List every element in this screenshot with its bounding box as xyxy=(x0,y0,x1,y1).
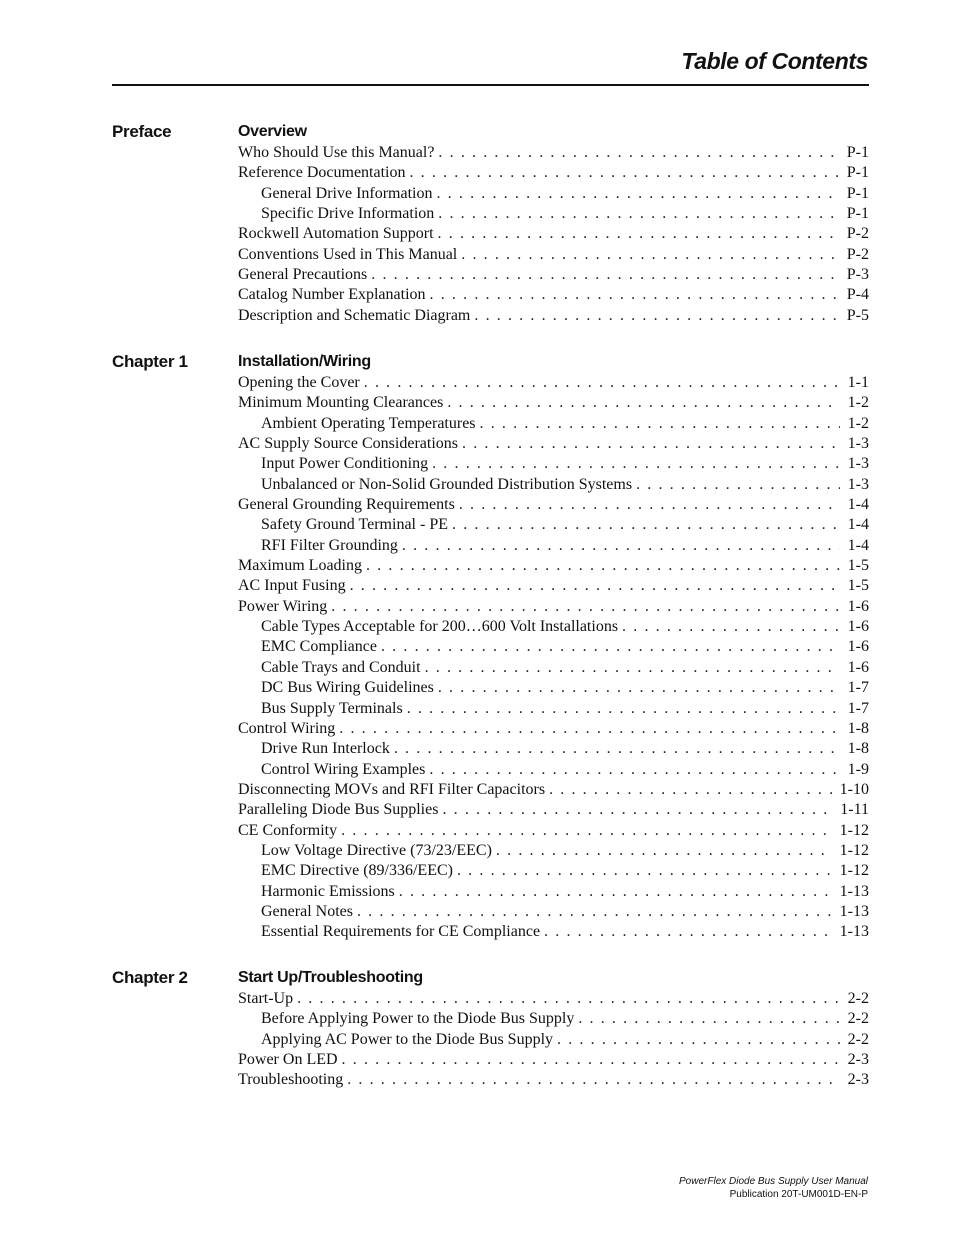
dot-leader xyxy=(409,163,838,183)
dot-leader xyxy=(447,393,839,413)
toc-entry-title: Disconnecting MOVs and RFI Filter Capacitors xyxy=(238,780,546,798)
toc-page-number: 1-6 xyxy=(847,618,869,636)
toc-page-number: 1-1 xyxy=(847,374,869,391)
publication-number: Publication 20T-UM001D-EN-P xyxy=(729,1189,868,1200)
toc-entry[interactable] xyxy=(238,678,869,698)
toc-entry[interactable] xyxy=(238,882,869,902)
toc-page-number: P-1 xyxy=(846,205,869,223)
toc-page-number: 2-2 xyxy=(847,1030,869,1048)
section-heading: Installation/Wiring xyxy=(238,353,371,370)
toc-entry[interactable] xyxy=(238,989,869,1009)
dot-leader xyxy=(436,184,838,204)
toc-entry[interactable] xyxy=(238,902,869,922)
toc-entry[interactable] xyxy=(238,576,869,596)
toc-page-number: 1-13 xyxy=(839,923,869,941)
toc-entry[interactable] xyxy=(238,861,869,881)
toc-page-number: P-5 xyxy=(846,306,869,324)
toc-entry-title: Ambient Operating Temperatures xyxy=(261,414,476,432)
toc-entry[interactable] xyxy=(238,1050,869,1070)
toc-page-number: 1-4 xyxy=(847,536,869,554)
dot-leader xyxy=(339,719,839,739)
toc-entry[interactable] xyxy=(238,434,869,454)
toc-page-number: 1-3 xyxy=(847,475,869,493)
toc-entry-title: Control Wiring Examples xyxy=(261,760,426,778)
toc-entry[interactable] xyxy=(238,495,869,515)
dot-leader xyxy=(381,637,840,657)
toc-page-number: P-1 xyxy=(846,184,869,202)
toc-entry[interactable] xyxy=(238,454,869,474)
dot-leader xyxy=(394,739,840,759)
dot-leader xyxy=(429,760,839,780)
toc-entry[interactable] xyxy=(238,306,869,326)
dot-leader xyxy=(347,1070,839,1090)
toc-entry-title: Before Applying Power to the Diode Bus Supply xyxy=(261,1010,575,1028)
toc-entry[interactable] xyxy=(238,637,869,657)
dot-leader xyxy=(636,475,840,495)
toc-list xyxy=(238,989,869,1091)
toc-entry-title: EMC Compliance xyxy=(261,638,377,656)
toc-entry[interactable] xyxy=(238,699,869,719)
toc-entry-title: Paralleling Diode Bus Supplies xyxy=(238,801,439,819)
toc-entry[interactable] xyxy=(238,224,869,244)
toc-entry-title: Control Wiring xyxy=(238,719,336,737)
toc-entry-title: Power On LED xyxy=(238,1051,338,1069)
toc-entry-title: Catalog Number Explanation xyxy=(238,286,426,304)
dot-leader xyxy=(438,204,838,224)
toc-entry[interactable] xyxy=(238,760,869,780)
toc-entry-title: Harmonic Emissions xyxy=(261,882,395,900)
page-title: Table of Contents xyxy=(681,48,868,74)
toc-page-number: 1-12 xyxy=(839,841,869,859)
dot-leader xyxy=(297,989,840,1009)
toc-entry-title: Reference Documentation xyxy=(238,164,406,182)
toc-page-number: 1-12 xyxy=(839,862,869,880)
manual-title: PowerFlex Diode Bus Supply User Manual xyxy=(679,1176,868,1187)
toc-entry-title: Cable Types Acceptable for 200…600 Volt Installations xyxy=(261,618,619,636)
toc-page-number: P-1 xyxy=(846,164,869,182)
toc-entry-title: Drive Run Interlock xyxy=(261,740,390,758)
section-heading: Start Up/Troubleshooting xyxy=(238,969,423,986)
toc-page-number: P-2 xyxy=(846,225,869,243)
dot-leader xyxy=(438,143,838,163)
toc-entry[interactable] xyxy=(238,515,869,535)
toc-entry[interactable] xyxy=(238,163,869,183)
toc-page-number: 2-3 xyxy=(847,1071,869,1089)
toc-entry-title: Start-Up xyxy=(238,990,294,1007)
dot-leader xyxy=(438,678,840,698)
page-footer xyxy=(679,1175,868,1201)
toc-entry-title: Input Power Conditioning xyxy=(261,455,429,473)
toc-entry[interactable] xyxy=(238,658,869,678)
toc-entry-title: DC Bus Wiring Guidelines xyxy=(261,679,434,697)
toc-entry-title: Low Voltage Directive (73/23/EEC) xyxy=(261,841,492,859)
toc-entry-title: Troubleshooting xyxy=(238,1071,344,1089)
toc-entry-title: Conventions Used in This Manual xyxy=(238,245,458,263)
toc-page-number: 1-5 xyxy=(847,557,869,575)
toc-list xyxy=(238,143,869,326)
dot-leader xyxy=(544,922,832,942)
dot-leader xyxy=(350,576,840,596)
toc-entry[interactable] xyxy=(238,475,869,495)
toc-page-number: 1-4 xyxy=(847,496,869,514)
toc-page-number: 1-6 xyxy=(847,597,869,615)
toc-entry-title: Description and Schematic Diagram xyxy=(238,306,471,324)
dot-leader xyxy=(452,515,840,535)
toc-entry-title: Who Should Use this Manual? xyxy=(238,144,435,161)
dot-leader xyxy=(430,285,839,305)
toc-entry-title: Bus Supply Terminals xyxy=(261,699,403,717)
dot-leader xyxy=(459,495,840,515)
dot-leader xyxy=(496,841,832,861)
toc-entry[interactable] xyxy=(238,393,869,413)
toc-entry-title: General Grounding Requirements xyxy=(238,496,455,514)
toc-entry[interactable] xyxy=(238,184,869,204)
toc-entry[interactable] xyxy=(238,922,869,942)
toc-page-number: 1-2 xyxy=(847,394,869,412)
dot-leader xyxy=(622,617,840,637)
dot-leader xyxy=(407,699,840,719)
dot-leader xyxy=(461,245,839,265)
toc-entry-title: Safety Ground Terminal - PE xyxy=(261,516,448,534)
dot-leader xyxy=(462,434,840,454)
toc-entry-title: Cable Trays and Conduit xyxy=(261,658,421,676)
toc-page-number: 1-6 xyxy=(847,638,869,656)
toc-page-number: P-3 xyxy=(846,266,869,284)
toc-entry-title: Rockwell Automation Support xyxy=(238,225,434,243)
dot-leader xyxy=(402,536,840,556)
toc-entry-title: AC Input Fusing xyxy=(238,577,346,595)
dot-leader xyxy=(331,597,839,617)
toc-entry-title: Maximum Loading xyxy=(238,557,362,575)
toc-page-number: 1-3 xyxy=(847,455,869,473)
toc-entry-title: RFI Filter Grounding xyxy=(261,536,398,554)
toc-entry-title: Minimum Mounting Clearances xyxy=(238,394,444,412)
toc-entry[interactable] xyxy=(238,414,869,434)
toc-page-number: 1-5 xyxy=(847,577,869,595)
toc-page-number: 1-7 xyxy=(847,699,869,717)
toc-entry[interactable] xyxy=(238,617,869,637)
title-rule xyxy=(112,84,869,86)
toc-entry[interactable] xyxy=(238,265,869,285)
toc-entry-title: AC Supply Source Considerations xyxy=(238,435,458,453)
toc-list xyxy=(238,373,869,943)
toc-page-number: P-4 xyxy=(846,286,869,304)
toc-entry[interactable] xyxy=(238,285,869,305)
toc-page-number: 1-10 xyxy=(839,780,869,798)
section-label: Chapter 1 xyxy=(112,352,188,371)
toc-entry-title: Power Wiring xyxy=(238,597,328,615)
dot-leader xyxy=(366,556,840,576)
toc-page-number: 1-12 xyxy=(839,821,869,839)
toc-entry[interactable] xyxy=(238,143,869,163)
toc-page-number: 1-8 xyxy=(847,740,869,758)
dot-leader xyxy=(364,373,840,393)
section-label: Preface xyxy=(112,122,172,141)
section-label: Chapter 2 xyxy=(112,968,188,987)
toc-page-number: 1-3 xyxy=(847,435,869,453)
toc-entry-title: Unbalanced or Non-Solid Grounded Distribution Systems xyxy=(261,475,633,493)
toc-entry[interactable] xyxy=(238,373,869,393)
toc-entry[interactable] xyxy=(238,1009,869,1029)
dot-leader xyxy=(549,780,832,800)
toc-entry-title: General Drive Information xyxy=(261,184,433,202)
dot-leader xyxy=(425,658,840,678)
toc-entry-title: Applying AC Power to the Diode Bus Supply xyxy=(261,1030,554,1048)
toc-entry[interactable] xyxy=(238,556,869,576)
toc-entry[interactable] xyxy=(238,536,869,556)
dot-leader xyxy=(342,1050,840,1070)
dot-leader xyxy=(457,861,832,881)
toc-entry-title: General Notes xyxy=(261,902,353,920)
toc-entry[interactable] xyxy=(238,780,869,800)
section-heading: Overview xyxy=(238,123,307,140)
toc-page-number: 1-7 xyxy=(847,679,869,697)
dot-leader xyxy=(474,306,838,326)
toc-page-number: 1-6 xyxy=(847,658,869,676)
toc-page-number: 2-2 xyxy=(847,1010,869,1028)
toc-entry[interactable] xyxy=(238,719,869,739)
toc-page-number: 1-9 xyxy=(847,760,869,778)
toc-entry[interactable] xyxy=(238,597,869,617)
toc-page-number: 1-13 xyxy=(839,902,869,920)
toc-entry-title: EMC Directive (89/336/EEC) xyxy=(261,862,453,880)
toc-page-number: 1-11 xyxy=(840,801,869,819)
toc-entry-title: CE Conformity xyxy=(238,821,338,839)
toc-entry[interactable] xyxy=(238,739,869,759)
toc-entry[interactable] xyxy=(238,821,869,841)
toc-page-number: 2-2 xyxy=(847,990,869,1007)
dot-leader xyxy=(442,800,832,820)
dot-leader xyxy=(557,1030,840,1050)
toc-entry-title: General Precautions xyxy=(238,266,368,284)
toc-entry[interactable] xyxy=(238,204,869,224)
toc-entry-title: Essential Requirements for CE Compliance xyxy=(261,923,541,941)
toc-entry[interactable] xyxy=(238,800,869,820)
toc-page-number: 2-3 xyxy=(847,1051,869,1069)
toc-page-number: P-2 xyxy=(846,245,869,263)
dot-leader xyxy=(438,224,839,244)
toc-entry-title: Specific Drive Information xyxy=(261,205,435,223)
dot-leader xyxy=(341,821,832,841)
toc-page-number: P-1 xyxy=(846,144,869,161)
toc-page-number: 1-13 xyxy=(839,882,869,900)
toc-entry-title: Opening the Cover xyxy=(238,374,360,391)
toc-page-number: 1-8 xyxy=(847,719,869,737)
toc-page-number: 1-4 xyxy=(847,516,869,534)
toc-entry[interactable] xyxy=(238,1070,869,1090)
toc-page-number: 1-2 xyxy=(847,414,869,432)
dot-leader xyxy=(371,265,838,285)
dot-leader xyxy=(578,1009,839,1029)
dot-leader xyxy=(399,882,832,902)
toc-entry[interactable] xyxy=(238,1030,869,1050)
dot-leader xyxy=(357,902,832,922)
dot-leader xyxy=(480,414,840,434)
toc-entry[interactable] xyxy=(238,245,869,265)
toc-entry[interactable] xyxy=(238,841,869,861)
dot-leader xyxy=(432,454,840,474)
